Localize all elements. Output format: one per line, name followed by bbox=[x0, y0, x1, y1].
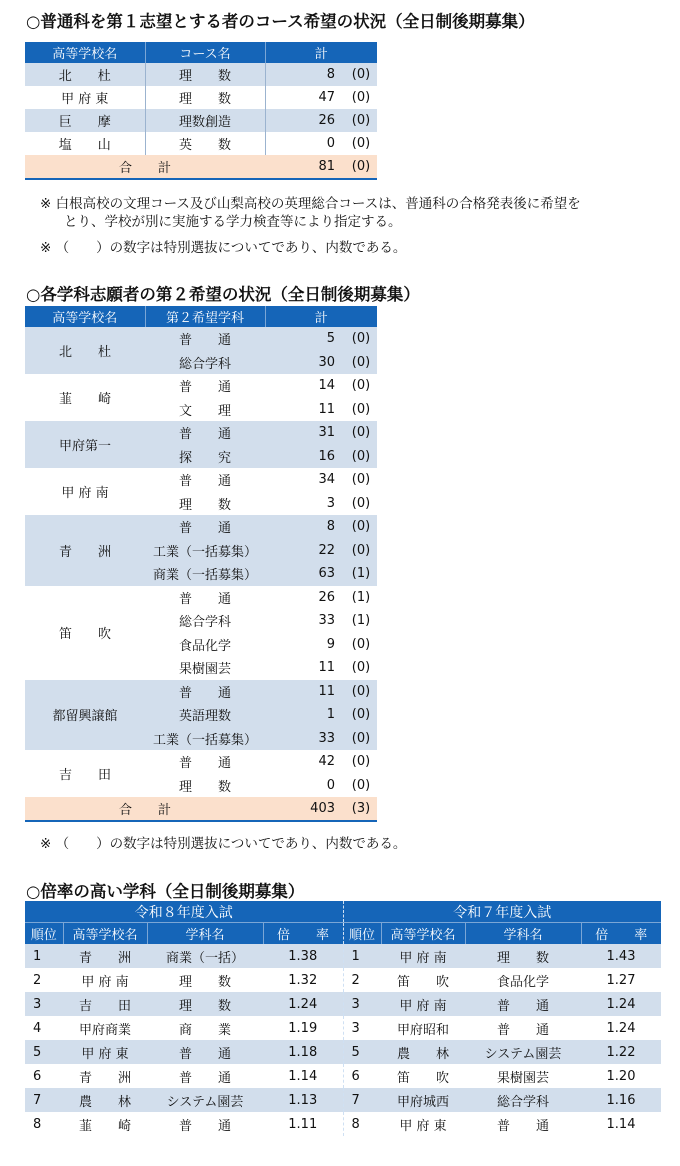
table-row bbox=[25, 421, 377, 445]
section3-title: ○倍率の高い学科（全日制後期募集） bbox=[26, 882, 305, 901]
header-r7: 令和７年度入試 bbox=[343, 901, 661, 923]
rank: 1 bbox=[343, 944, 381, 968]
col-ratio: 倍 率 bbox=[263, 923, 343, 945]
count: 5 bbox=[326, 331, 335, 347]
dept-name: 理 数 bbox=[178, 779, 231, 795]
dept-name: 普 通 bbox=[178, 591, 231, 607]
special-count: (0) bbox=[351, 636, 371, 652]
count: 34 bbox=[318, 472, 335, 488]
total-label: 合 計 bbox=[25, 155, 265, 179]
total-count: 403 bbox=[265, 797, 345, 821]
total-row bbox=[25, 155, 377, 179]
special-count: (0) bbox=[351, 90, 371, 105]
count: 26 bbox=[318, 589, 335, 605]
table-row bbox=[25, 944, 661, 968]
table-row bbox=[25, 327, 377, 351]
rank: 6 bbox=[343, 1064, 381, 1088]
school-name: 巨 摩 bbox=[58, 115, 111, 130]
course-name: 英 数 bbox=[145, 132, 265, 155]
dept-name: 普 通 bbox=[496, 998, 549, 1014]
school-name: 笛 吹 bbox=[58, 627, 111, 642]
rank: 5 bbox=[33, 1044, 42, 1060]
dept-name: 普 通 bbox=[178, 380, 231, 396]
special-count: (1) bbox=[351, 566, 371, 582]
rank: 8 bbox=[33, 1116, 42, 1132]
dept-name: 商業（一括） bbox=[165, 950, 244, 966]
table-row bbox=[25, 63, 377, 86]
dept-name: 理 数 bbox=[178, 998, 231, 1014]
dept-name: 探 究 bbox=[178, 450, 231, 466]
table-row bbox=[25, 86, 377, 109]
rank: 6 bbox=[33, 1068, 42, 1084]
dept-name: 商業（一括募集） bbox=[152, 568, 257, 584]
count: 0 bbox=[265, 132, 345, 155]
course-name: 理 数 bbox=[145, 86, 265, 109]
col-rank: 順位 bbox=[25, 923, 63, 945]
count: 11 bbox=[318, 660, 335, 676]
table-row bbox=[25, 680, 377, 704]
school-name: 青 洲 bbox=[58, 544, 111, 560]
table-row bbox=[25, 1064, 661, 1088]
dept-name: 英語理数 bbox=[178, 709, 231, 725]
course-name: 理数創造 bbox=[145, 109, 265, 132]
dept-name: 食品化学 bbox=[178, 638, 231, 654]
school-name: 甲 府 南 bbox=[399, 998, 447, 1014]
header-second-choice: 第２希望学科 bbox=[145, 306, 265, 327]
ratio: 1.32 bbox=[288, 972, 318, 988]
total-row bbox=[25, 797, 377, 821]
note-course-assignment-line1: ※ 白根高校の文理コース及び山梨高校の英理総合コースは、普通科の合格発表後に希望を bbox=[40, 196, 581, 212]
dept-name: 食品化学 bbox=[496, 974, 549, 990]
rank: 3 bbox=[343, 1016, 381, 1040]
count: 47 bbox=[265, 86, 345, 109]
header-r8: 令和８年度入試 bbox=[25, 901, 343, 923]
dept-name: 普 通 bbox=[178, 427, 231, 443]
col-ratio: 倍 率 bbox=[581, 923, 661, 945]
table-row bbox=[25, 132, 377, 155]
dept-name: 普 通 bbox=[496, 1118, 549, 1134]
count: 8 bbox=[326, 519, 335, 535]
dept-name: 商 業 bbox=[178, 1022, 231, 1038]
special-count: (0) bbox=[351, 113, 371, 128]
table-row bbox=[25, 968, 661, 992]
rank: 2 bbox=[33, 972, 42, 988]
rank: 3 bbox=[33, 996, 42, 1012]
dept-name: 普 通 bbox=[178, 1046, 231, 1062]
school-name: 甲府商業 bbox=[78, 1022, 131, 1038]
col-dept: 学科名 bbox=[465, 923, 581, 945]
dept-name: 普 通 bbox=[178, 333, 231, 349]
school-name: 甲府第一 bbox=[58, 439, 111, 454]
school-name: 吉 田 bbox=[78, 998, 131, 1014]
count: 8 bbox=[265, 63, 345, 86]
ratio: 1.16 bbox=[606, 1092, 636, 1108]
school-name: 笛 吹 bbox=[396, 1070, 449, 1086]
special-count: (0) bbox=[351, 67, 371, 82]
ratio: 1.19 bbox=[288, 1020, 318, 1036]
count: 63 bbox=[318, 566, 335, 582]
table-row bbox=[25, 750, 377, 774]
table-row bbox=[25, 1040, 661, 1064]
rank: 4 bbox=[33, 1020, 42, 1036]
rank: 5 bbox=[343, 1040, 381, 1064]
special-count: (0) bbox=[351, 495, 371, 511]
count: 42 bbox=[318, 754, 335, 770]
special-count: (1) bbox=[351, 589, 371, 605]
col-dept: 学科名 bbox=[147, 923, 263, 945]
dept-name: 普 通 bbox=[178, 521, 231, 537]
section2-title: ○各学科志願者の第２希望の状況（全日制後期募集） bbox=[26, 285, 420, 304]
school-name: 甲 府 東 bbox=[81, 1046, 129, 1062]
dept-name: 果樹園芸 bbox=[178, 662, 231, 678]
ratio: 1.43 bbox=[606, 948, 636, 964]
special-count: (0) bbox=[351, 136, 371, 151]
dept-name: 普 通 bbox=[178, 1118, 231, 1134]
ratio: 1.13 bbox=[288, 1092, 318, 1108]
special-count: (0) bbox=[351, 354, 371, 370]
special-count: (0) bbox=[351, 754, 371, 770]
note-special-selection-2: ※ （ ）の数字は特別選抜についてであり、内数である。 bbox=[40, 836, 407, 852]
ratio: 1.22 bbox=[606, 1044, 636, 1060]
dept-name: 普 通 bbox=[178, 756, 231, 772]
table-row bbox=[25, 468, 377, 492]
school-name: 甲府城西 bbox=[396, 1094, 449, 1110]
ratio: 1.24 bbox=[288, 996, 318, 1012]
special-count: (0) bbox=[351, 425, 371, 441]
count: 33 bbox=[318, 613, 335, 629]
school-name: 甲 府 南 bbox=[61, 486, 109, 501]
special-count: (0) bbox=[351, 683, 371, 699]
dept-name: 理 数 bbox=[178, 974, 231, 990]
dept-name: システム園芸 bbox=[166, 1094, 244, 1110]
dept-name: 理 数 bbox=[178, 497, 231, 513]
col-school: 高等学校名 bbox=[63, 923, 147, 945]
count: 3 bbox=[326, 495, 335, 511]
school-name: 甲 府 東 bbox=[399, 1118, 447, 1134]
dept-name: 文 理 bbox=[178, 403, 231, 419]
header-course: コース名 bbox=[145, 42, 265, 63]
special-count: (0) bbox=[351, 542, 371, 558]
rank: 2 bbox=[343, 968, 381, 992]
ratio: 1.20 bbox=[606, 1068, 636, 1084]
dept-name: 総合学科 bbox=[178, 356, 231, 372]
table-row bbox=[25, 515, 377, 539]
count: 1 bbox=[326, 707, 335, 723]
ratio: 1.18 bbox=[288, 1044, 318, 1060]
table-row bbox=[25, 374, 377, 398]
ratio: 1.11 bbox=[288, 1116, 318, 1132]
ratio: 1.38 bbox=[288, 948, 318, 964]
count: 14 bbox=[318, 378, 335, 394]
school-name: 甲 府 南 bbox=[399, 950, 447, 966]
special-count: (0) bbox=[351, 448, 371, 464]
school-name: 甲 府 南 bbox=[81, 974, 129, 990]
dept-name: システム園芸 bbox=[484, 1046, 562, 1062]
second-choice-table bbox=[25, 306, 377, 822]
dept-name: 普 通 bbox=[178, 685, 231, 701]
course-preference-table bbox=[25, 42, 377, 180]
school-name: 農 林 bbox=[396, 1046, 449, 1062]
ratio: 1.27 bbox=[606, 972, 636, 988]
header-school: 高等学校名 bbox=[25, 42, 145, 63]
table-row bbox=[25, 1088, 661, 1112]
special-count: (0) bbox=[351, 378, 371, 394]
school-name: 青 洲 bbox=[78, 950, 131, 966]
count: 31 bbox=[318, 425, 335, 441]
table-row bbox=[25, 1016, 661, 1040]
dept-name: 理 数 bbox=[496, 950, 549, 966]
table-row bbox=[25, 109, 377, 132]
special-count: (0) bbox=[351, 777, 371, 793]
school-name: 塩 山 bbox=[58, 138, 111, 153]
count: 0 bbox=[326, 777, 335, 793]
count: 11 bbox=[318, 683, 335, 699]
rank: 3 bbox=[343, 992, 381, 1016]
count: 16 bbox=[318, 448, 335, 464]
total-special-count: (0) bbox=[345, 155, 377, 179]
col-rank: 順位 bbox=[343, 923, 381, 945]
dept-name: 果樹園芸 bbox=[496, 1070, 549, 1086]
special-count: (0) bbox=[351, 519, 371, 535]
dept-name: 総合学科 bbox=[178, 615, 231, 631]
special-count: (0) bbox=[351, 660, 371, 676]
rank: 1 bbox=[33, 948, 42, 964]
table-row bbox=[25, 992, 661, 1016]
dept-name: 普 通 bbox=[178, 474, 231, 490]
note-course-assignment-line2: とり、学校が別に実施する学力検査等により指定する。 bbox=[64, 214, 402, 230]
section1-title: ○普通科を第１志望とする者のコース希望の状況（全日制後期募集） bbox=[26, 12, 535, 31]
school-name: 農 林 bbox=[78, 1094, 131, 1110]
high-ratio-table bbox=[25, 901, 661, 1136]
ratio: 1.24 bbox=[606, 996, 636, 1012]
course-name: 理 数 bbox=[145, 63, 265, 86]
total-label: 合 計 bbox=[25, 797, 265, 821]
rank: 8 bbox=[343, 1112, 381, 1136]
total-count: 81 bbox=[265, 155, 345, 179]
count: 33 bbox=[318, 730, 335, 746]
school-name: 青 洲 bbox=[78, 1070, 131, 1086]
ratio: 1.24 bbox=[606, 1020, 636, 1036]
note-special-selection: ※ （ ）の数字は特別選抜についてであり、内数である。 bbox=[40, 240, 407, 256]
dept-name: 普 通 bbox=[496, 1022, 549, 1038]
header-total: 計 bbox=[265, 42, 377, 63]
table-row bbox=[25, 586, 377, 610]
ratio: 1.14 bbox=[288, 1068, 318, 1084]
special-count: (1) bbox=[351, 613, 371, 629]
count: 9 bbox=[326, 636, 335, 652]
special-count: (0) bbox=[351, 730, 371, 746]
school-name: 吉 田 bbox=[58, 768, 111, 783]
ratio: 1.14 bbox=[606, 1116, 636, 1132]
table-row bbox=[25, 1112, 661, 1136]
count: 26 bbox=[265, 109, 345, 132]
col-school: 高等学校名 bbox=[381, 923, 465, 945]
dept-name: 総合学科 bbox=[496, 1094, 549, 1110]
school-name: 北 杜 bbox=[58, 345, 111, 360]
count: 22 bbox=[318, 542, 335, 558]
dept-name: 普 通 bbox=[178, 1070, 231, 1086]
count: 11 bbox=[318, 401, 335, 417]
count: 30 bbox=[318, 354, 335, 370]
total-special-count: (3) bbox=[345, 797, 377, 821]
dept-name: 工業（一括募集） bbox=[152, 732, 257, 748]
rank: 7 bbox=[343, 1088, 381, 1112]
school-name: 都留興譲館 bbox=[52, 709, 118, 725]
rank: 7 bbox=[33, 1092, 42, 1108]
school-name: 笛 吹 bbox=[396, 974, 449, 990]
school-name: 韮 崎 bbox=[58, 392, 111, 407]
school-name: 甲府昭和 bbox=[396, 1022, 449, 1038]
special-count: (0) bbox=[351, 331, 371, 347]
school-name: 北 杜 bbox=[58, 69, 111, 84]
special-count: (0) bbox=[351, 707, 371, 723]
special-count: (0) bbox=[351, 472, 371, 488]
school-name: 甲 府 東 bbox=[61, 92, 109, 107]
header-total: 計 bbox=[265, 306, 377, 327]
dept-name: 工業（一括募集） bbox=[152, 544, 257, 560]
special-count: (0) bbox=[351, 401, 371, 417]
header-school: 高等学校名 bbox=[25, 306, 145, 327]
school-name: 韮 崎 bbox=[78, 1118, 131, 1134]
